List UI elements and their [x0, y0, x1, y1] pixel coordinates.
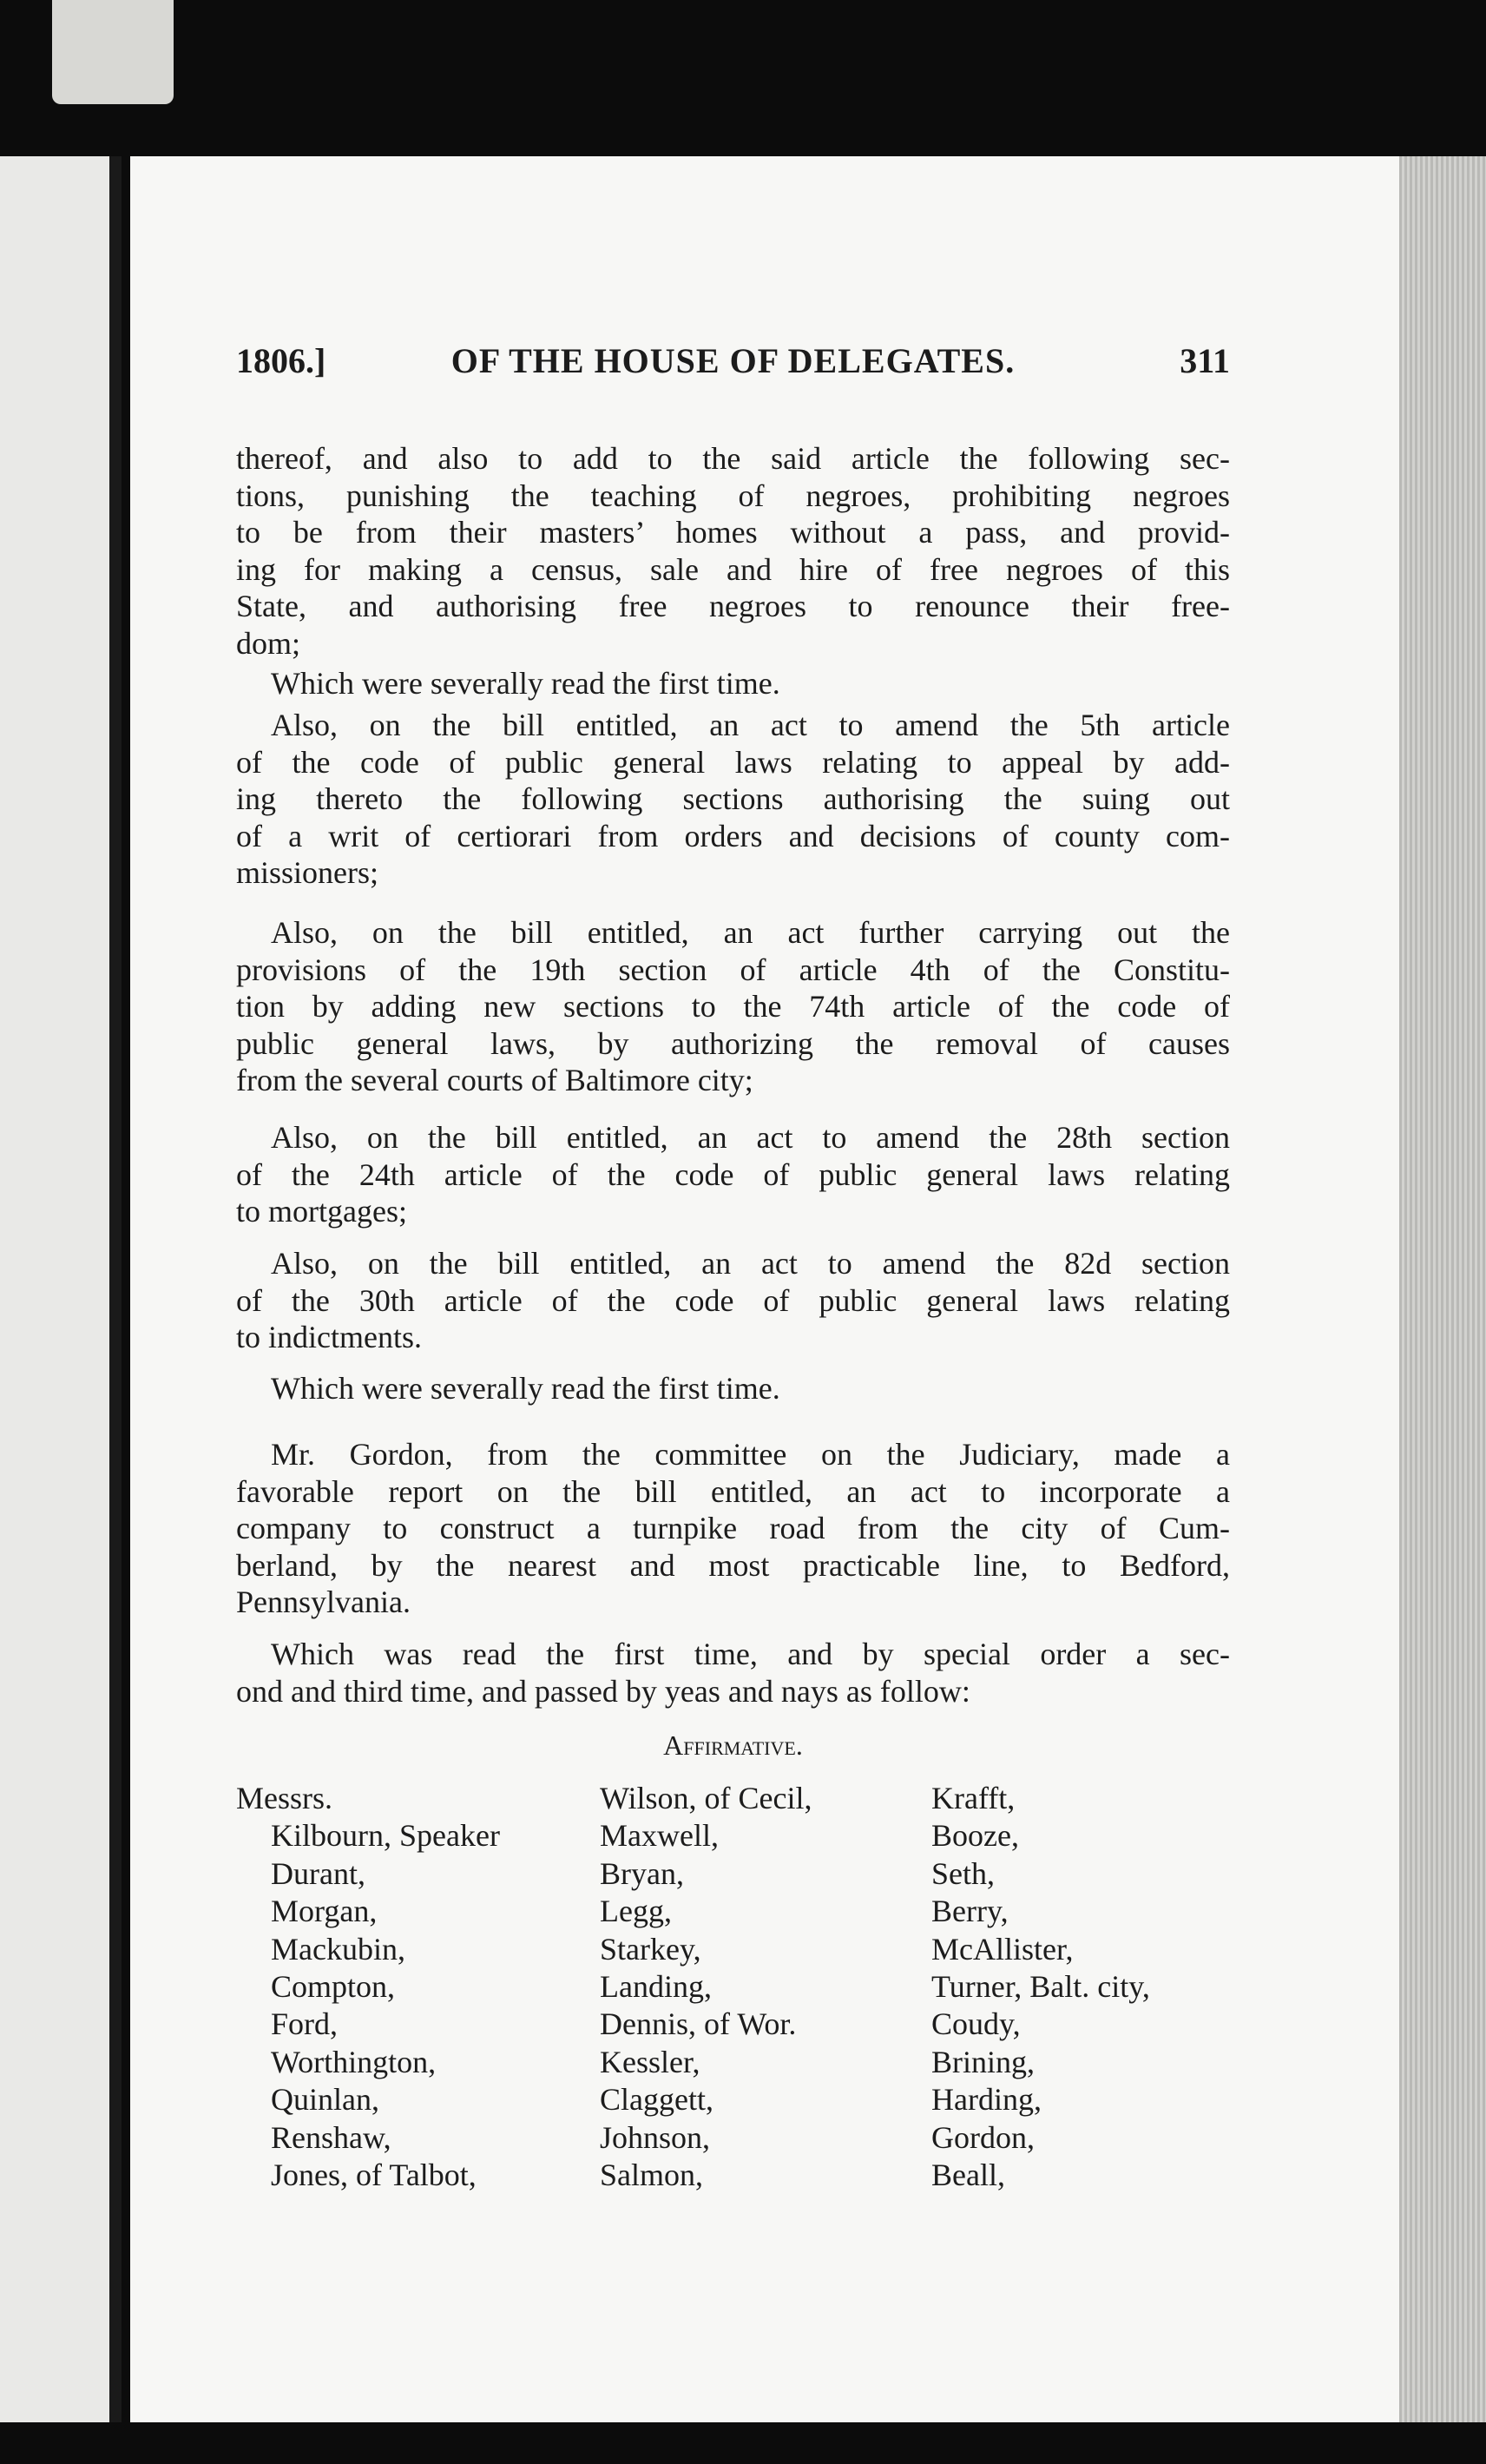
text-line: Which were severally read the first time. — [271, 1371, 780, 1406]
text-line: State, and authorising free negroes to renounce their free- — [236, 589, 1230, 623]
text-line: public general laws, by authorizing the removal of causes — [236, 1025, 1230, 1061]
text-line: Also, on the bill entitled, an act to amend the 5th article — [271, 708, 1230, 742]
delegate-name: Quinlan, — [271, 2082, 379, 2118]
text-line: to indictments. — [236, 1320, 422, 1354]
delegate-name: Kessler, — [600, 2044, 700, 2079]
text-line: Which were severally read the first time. — [271, 666, 780, 701]
delegate-name: Wilson, of Cecil, — [600, 1781, 812, 1815]
delegate-name: Beall, — [931, 2157, 1005, 2192]
delegate-name: Seth, — [931, 1855, 996, 1891]
delegate-name: Bryan, — [600, 1855, 684, 1891]
paragraph — [236, 665, 1230, 702]
text-line: of a writ of certiorari from orders and decisions of county com- — [236, 818, 1230, 853]
text-line: missioners; — [236, 855, 379, 890]
vote-column-2 — [600, 1780, 812, 2194]
delegate-name: Krafft, — [931, 1781, 1016, 1815]
header-year: 1806.] — [236, 341, 326, 380]
delegate-name: Starkey, — [600, 1931, 701, 1967]
text-line: ing thereto the following sections authorising the suing out — [236, 781, 1230, 816]
text-line: Which was read the first time, and by special order a sec- — [271, 1637, 1230, 1671]
delegate-name: Coudy, — [931, 2006, 1021, 2042]
page-number: 311 — [1180, 341, 1230, 380]
paragraph — [236, 707, 1230, 892]
delegate-name: Johnson, — [600, 2119, 711, 2155]
text-line: thereof, and also to add to the said article the following sec- — [236, 441, 1230, 476]
paragraph — [236, 1245, 1230, 1356]
messrs-label: Messrs. — [236, 1781, 333, 1815]
paragraph — [236, 1119, 1230, 1230]
delegate-name: Compton, — [271, 1968, 396, 2004]
facing-page-edge — [0, 156, 122, 2448]
delegate-name: Berry, — [931, 1894, 1009, 1929]
delegate-name: Jones, of Talbot, — [271, 2157, 477, 2192]
header-title: OF THE HOUSE OF DELEGATES. — [450, 341, 1016, 380]
delegate-name: Salmon, — [600, 2157, 704, 2192]
delegate-name: Morgan, — [271, 1894, 378, 1929]
text-line: dom; — [236, 625, 301, 661]
paragraph — [236, 914, 1230, 1099]
text-line: of the 30th article of the code of public general laws relating — [236, 1282, 1230, 1318]
scan-background — [0, 2422, 1486, 2464]
text-line: ing for making a census, sale and hire of free negroes of this — [236, 551, 1230, 587]
paragraph — [236, 440, 1230, 662]
text-line: company to construct a turnpike road from the city of Cum- — [236, 1511, 1230, 1545]
text-line: Also, on the bill entitled, an act to amend the 82d section — [271, 1246, 1230, 1281]
book-gutter — [109, 156, 122, 2448]
running-header — [236, 340, 1230, 384]
paragraph — [236, 1370, 1230, 1407]
vote-heading: Affirmative. — [663, 1729, 803, 1761]
text-line: Mr. Gordon, from the committee on the Judiciary, made a — [271, 1437, 1230, 1472]
page-tab — [52, 0, 174, 104]
text-line: Also, on the bill entitled, an act further carrying out the — [271, 915, 1230, 950]
delegate-name: Durant, — [271, 1855, 365, 1891]
delegate-name: Booze, — [931, 1818, 1019, 1854]
text-line: from the several courts of Baltimore city; — [236, 1063, 753, 1097]
text-line: provisions of the 19th section of article 4th of the Constitu- — [236, 952, 1230, 987]
text-line: favorable report on the bill entitled, an act to incorporate a — [236, 1473, 1230, 1509]
delegate-name: Kilbourn, Speaker — [271, 1818, 500, 1854]
delegate-name: Gordon, — [931, 2119, 1035, 2155]
vote-column-1 — [236, 1780, 500, 2192]
paragraph — [236, 1636, 1230, 1710]
text-line: ond and third time, and passed by yeas and nays as follow: — [236, 1673, 970, 1709]
text-line: tion by adding new sections to the 74th article of the code of — [236, 989, 1230, 1024]
delegate-name: McAllister, — [931, 1931, 1074, 1967]
delegate-name: Landing, — [600, 1968, 712, 2004]
vote-column-3 — [931, 1780, 1150, 2194]
delegate-name: Worthington, — [271, 2044, 437, 2079]
delegate-name: Mackubin, — [271, 1931, 405, 1967]
delegate-name: Dennis, of Wor. — [600, 2006, 797, 2042]
text-line: to be from their masters’ homes without a pass, and provid- — [236, 515, 1230, 550]
text-line: of the 24th article of the code of public general laws relating — [236, 1156, 1230, 1192]
delegate-name: Renshaw, — [271, 2119, 391, 2155]
delegate-name: Maxwell, — [600, 1818, 719, 1854]
text-line: berland, by the nearest and most practicable line, to Bedford, — [236, 1547, 1230, 1583]
delegate-name: Brining, — [931, 2044, 1036, 2079]
text-line: of the code of public general laws relating to appeal by add- — [236, 744, 1230, 780]
text-line: Also, on the bill entitled, an act to amend the 28th section — [271, 1120, 1230, 1155]
text-line: to mortgages; — [236, 1194, 407, 1229]
delegate-name: Harding, — [931, 2082, 1042, 2118]
delegate-name: Turner, Balt. city, — [931, 1968, 1150, 2004]
delegate-name: Legg, — [600, 1894, 672, 1929]
paragraph — [236, 1436, 1230, 1621]
delegate-name: Claggett, — [600, 2082, 713, 2118]
page-stack-edge — [1399, 156, 1486, 2431]
delegate-name: Ford, — [271, 2006, 339, 2042]
text-line: Pennsylvania. — [236, 1584, 411, 1619]
text-line: tions, punishing the teaching of negroes, prohibiting negroes — [236, 478, 1230, 513]
